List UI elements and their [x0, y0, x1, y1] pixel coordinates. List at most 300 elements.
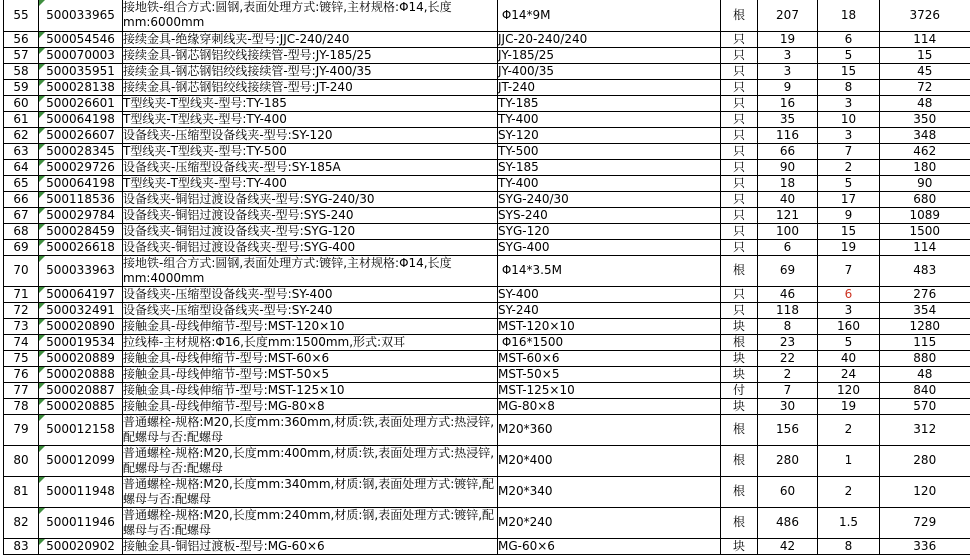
cell-qty-a[interactable] [758, 223, 818, 239]
cell-model[interactable] [498, 445, 721, 476]
cell-qty-b[interactable] [818, 127, 880, 143]
cell-qty-c[interactable] [880, 414, 970, 445]
cell-qty-a-text: 23 [779, 334, 796, 349]
cell-qty-c[interactable] [880, 223, 970, 239]
cell-material-code[interactable] [39, 143, 123, 159]
cell-qty-a[interactable] [758, 398, 818, 414]
cell-description[interactable] [123, 476, 498, 507]
cell-row-number[interactable] [4, 398, 39, 414]
cell-row-number[interactable] [4, 334, 39, 350]
material-code-text: 500012158 [46, 422, 115, 436]
cell-material-code[interactable] [39, 127, 123, 143]
cell-model[interactable] [498, 476, 721, 507]
cell-material-code[interactable] [39, 350, 123, 366]
cell-qty-a[interactable] [758, 143, 818, 159]
material-code-text: 500020890 [46, 318, 115, 333]
cell-material-code[interactable] [39, 318, 123, 334]
cell-qty-b-text: 17 [840, 191, 857, 206]
cell-model-text: SYG-240/30 [498, 191, 569, 206]
cell-material-code[interactable] [39, 223, 123, 239]
cell-qty-a[interactable] [758, 382, 818, 398]
cell-qty-b-text: 19 [840, 398, 857, 413]
cell-row-number[interactable] [4, 239, 39, 255]
cell-description[interactable] [123, 95, 498, 111]
cell-unit[interactable] [721, 350, 758, 366]
cell-qty-b[interactable] [818, 414, 880, 445]
cell-qty-a[interactable] [758, 207, 818, 223]
cell-qty-b[interactable] [818, 318, 880, 334]
cell-material-code[interactable] [39, 63, 123, 79]
cell-unit[interactable] [721, 0, 758, 31]
cell-model[interactable] [498, 334, 721, 350]
cell-qty-a[interactable] [758, 175, 818, 191]
cell-unit[interactable] [721, 175, 758, 191]
cell-material-code[interactable] [39, 302, 123, 318]
cell-qty-c[interactable] [880, 47, 970, 63]
cell-material-code[interactable] [39, 159, 123, 175]
cell-model[interactable] [498, 286, 721, 302]
cell-row-number-text: 60 [13, 95, 29, 110]
cell-description-text: 拉线棒-主材规格:Φ16,长度mm:1500mm,形式:双耳 [123, 334, 406, 349]
cell-description[interactable] [123, 47, 498, 63]
cell-description-text: T型线夹-T型线夹-型号:TY-500 [123, 143, 287, 158]
green-triangle-icon [39, 240, 45, 246]
cell-row-number[interactable] [4, 255, 39, 286]
cell-qty-c[interactable] [880, 143, 970, 159]
cell-model-text: M20*340 [498, 484, 553, 498]
cell-description[interactable] [123, 334, 498, 350]
cell-model[interactable] [498, 159, 721, 175]
cell-qty-a-text: 69 [779, 263, 796, 277]
cell-row-number-text: 80 [13, 453, 29, 467]
cell-row-number[interactable] [4, 366, 39, 382]
cell-unit-text: 只 [732, 143, 745, 158]
cell-description[interactable] [123, 318, 498, 334]
cell-qty-a[interactable] [758, 507, 818, 538]
cell-unit[interactable] [721, 286, 758, 302]
cell-row-number-text: 68 [13, 223, 29, 238]
cell-qty-c[interactable] [880, 95, 970, 111]
cell-qty-b[interactable] [818, 476, 880, 507]
cell-qty-a[interactable] [758, 318, 818, 334]
cell-model[interactable] [498, 191, 721, 207]
cell-material-code[interactable] [39, 207, 123, 223]
cell-unit[interactable] [721, 63, 758, 79]
cell-model-text: JY-185/25 [498, 47, 554, 62]
cell-unit[interactable] [721, 191, 758, 207]
cell-model[interactable] [498, 350, 721, 366]
cell-qty-b[interactable] [818, 398, 880, 414]
cell-qty-b[interactable] [818, 350, 880, 366]
cell-qty-c[interactable] [880, 111, 970, 127]
cell-material-code[interactable] [39, 31, 123, 47]
cell-unit[interactable] [721, 366, 758, 382]
cell-qty-a[interactable] [758, 350, 818, 366]
cell-unit[interactable] [721, 143, 758, 159]
cell-row-number[interactable] [4, 31, 39, 47]
cell-qty-a-text: 30 [779, 398, 796, 413]
cell-model[interactable] [498, 31, 721, 47]
cell-qty-a-text: 121 [776, 207, 799, 222]
cell-qty-b[interactable] [818, 111, 880, 127]
cell-description[interactable] [123, 191, 498, 207]
cell-unit[interactable] [721, 239, 758, 255]
cell-row-number[interactable] [4, 286, 39, 302]
cell-qty-c[interactable] [880, 63, 970, 79]
cell-description[interactable] [123, 445, 498, 476]
cell-row-number[interactable] [4, 207, 39, 223]
cell-description[interactable] [123, 175, 498, 191]
cell-model[interactable] [498, 255, 721, 286]
cell-description[interactable] [123, 111, 498, 127]
material-code-text: 500020889 [46, 350, 115, 365]
cell-qty-a[interactable] [758, 538, 818, 554]
cell-unit[interactable] [721, 507, 758, 538]
cell-qty-b[interactable] [818, 239, 880, 255]
cell-row-number-text: 63 [13, 143, 29, 158]
cell-qty-b-text: 2 [844, 159, 853, 174]
cell-row-number[interactable] [4, 127, 39, 143]
cell-row-number-text: 56 [13, 31, 29, 46]
cell-model[interactable] [498, 79, 721, 95]
cell-qty-c[interactable] [880, 207, 970, 223]
cell-unit[interactable] [721, 255, 758, 286]
cell-model-text: MST-60×6 [498, 350, 560, 365]
cell-model[interactable] [498, 223, 721, 239]
cell-qty-a-text: 60 [779, 484, 796, 498]
cell-qty-b[interactable] [818, 159, 880, 175]
cell-description[interactable] [123, 302, 498, 318]
cell-row-number[interactable] [4, 159, 39, 175]
cell-material-code[interactable] [39, 47, 123, 63]
cell-qty-c[interactable] [880, 286, 970, 302]
cell-unit[interactable] [721, 31, 758, 47]
cell-qty-a[interactable] [758, 286, 818, 302]
cell-qty-a[interactable] [758, 476, 818, 507]
cell-unit[interactable] [721, 318, 758, 334]
cell-qty-a[interactable] [758, 414, 818, 445]
cell-qty-c-text: 840 [913, 382, 937, 397]
cell-model[interactable] [498, 366, 721, 382]
cell-qty-b-text: 24 [840, 366, 857, 381]
cell-material-code[interactable] [39, 476, 123, 507]
cell-row-number-text: 70 [13, 263, 29, 277]
cell-qty-c-text: 115 [913, 334, 937, 349]
cell-qty-a[interactable] [758, 445, 818, 476]
table-row [4, 31, 970, 47]
cell-model[interactable] [498, 507, 721, 538]
cell-description[interactable] [123, 159, 498, 175]
cell-description[interactable] [123, 143, 498, 159]
cell-description-text: 设备线夹-压缩型设备线夹-型号:SY-185A [123, 159, 341, 174]
cell-model[interactable] [498, 143, 721, 159]
cell-description[interactable] [123, 350, 498, 366]
cell-qty-c[interactable] [880, 159, 970, 175]
cell-material-code[interactable] [39, 366, 123, 382]
cell-qty-c[interactable] [880, 318, 970, 334]
cell-unit[interactable] [721, 445, 758, 476]
cell-material-code[interactable] [39, 111, 123, 127]
cell-qty-a-text: 42 [779, 538, 796, 553]
cell-description[interactable] [123, 127, 498, 143]
cell-description[interactable] [123, 31, 498, 47]
cell-qty-b-text: 9 [844, 207, 853, 222]
cell-qty-b[interactable] [818, 286, 880, 302]
cell-qty-b[interactable] [818, 63, 880, 79]
cell-row-number[interactable] [4, 143, 39, 159]
cell-model[interactable] [498, 302, 721, 318]
cell-material-code[interactable] [39, 382, 123, 398]
cell-model[interactable] [498, 95, 721, 111]
cell-material-code[interactable] [39, 0, 123, 31]
cell-description[interactable] [123, 398, 498, 414]
cell-unit[interactable] [721, 127, 758, 143]
cell-model[interactable] [498, 111, 721, 127]
cell-row-number[interactable] [4, 476, 39, 507]
cell-row-number[interactable] [4, 95, 39, 111]
cell-material-code[interactable] [39, 175, 123, 191]
cell-unit[interactable] [721, 159, 758, 175]
cell-material-code[interactable] [39, 334, 123, 350]
cell-qty-b[interactable] [818, 31, 880, 47]
cell-qty-b[interactable] [818, 382, 880, 398]
cell-unit[interactable] [721, 476, 758, 507]
cell-model[interactable] [498, 538, 721, 554]
cell-description[interactable] [123, 382, 498, 398]
cell-qty-a[interactable] [758, 79, 818, 95]
cell-description[interactable] [123, 0, 498, 31]
cell-unit[interactable] [721, 223, 758, 239]
cell-qty-b[interactable] [818, 302, 880, 318]
cell-material-code[interactable] [39, 286, 123, 302]
cell-model[interactable] [498, 239, 721, 255]
cell-description-text: T型线夹-T型线夹-型号:TY-400 [123, 175, 287, 190]
cell-row-number[interactable] [4, 382, 39, 398]
cell-qty-c[interactable] [880, 127, 970, 143]
cell-unit[interactable] [721, 207, 758, 223]
cell-model[interactable] [498, 318, 721, 334]
cell-unit[interactable] [721, 302, 758, 318]
cell-description[interactable] [123, 207, 498, 223]
cell-qty-a[interactable] [758, 239, 818, 255]
cell-qty-c[interactable] [880, 398, 970, 414]
cell-qty-a[interactable] [758, 0, 818, 31]
table-row [4, 302, 970, 318]
green-triangle-icon [39, 208, 45, 214]
cell-unit[interactable] [721, 47, 758, 63]
cell-model[interactable] [498, 382, 721, 398]
cell-qty-a[interactable] [758, 302, 818, 318]
cell-description-text: 设备线夹-压缩型设备线夹-型号:SY-120 [123, 127, 333, 142]
cell-qty-c[interactable] [880, 507, 970, 538]
green-triangle-icon [39, 224, 45, 230]
cell-qty-a-text: 116 [776, 127, 799, 142]
cell-qty-a[interactable] [758, 159, 818, 175]
cell-row-number[interactable] [4, 111, 39, 127]
cell-model-text: MG-60×6 [498, 538, 555, 553]
cell-material-code[interactable] [39, 255, 123, 286]
cell-qty-b[interactable] [818, 0, 880, 31]
cell-description[interactable] [123, 286, 498, 302]
cell-qty-a[interactable] [758, 95, 818, 111]
cell-qty-c[interactable] [880, 382, 970, 398]
cell-qty-c[interactable] [880, 445, 970, 476]
cell-row-number[interactable] [4, 445, 39, 476]
cell-qty-c-text: 48 [917, 95, 933, 110]
cell-material-code[interactable] [39, 239, 123, 255]
cell-description[interactable] [123, 79, 498, 95]
table-row [4, 286, 970, 302]
cell-qty-a[interactable] [758, 255, 818, 286]
cell-row-number[interactable] [4, 191, 39, 207]
cell-unit[interactable] [721, 334, 758, 350]
cell-qty-b-text: 2 [844, 484, 853, 498]
cell-qty-c[interactable] [880, 538, 970, 554]
cell-qty-b-text: 6 [844, 31, 853, 46]
cell-qty-c[interactable] [880, 366, 970, 382]
cell-qty-b[interactable] [818, 143, 880, 159]
cell-row-number[interactable] [4, 507, 39, 538]
cell-unit[interactable] [721, 382, 758, 398]
cell-qty-a[interactable] [758, 47, 818, 63]
green-triangle-icon [39, 319, 45, 325]
cell-material-code[interactable] [39, 507, 123, 538]
cell-material-code[interactable] [39, 95, 123, 111]
cell-qty-a[interactable] [758, 366, 818, 382]
material-code-text: 500033965 [46, 7, 115, 22]
cell-material-code[interactable] [39, 414, 123, 445]
cell-row-number[interactable] [4, 0, 39, 31]
cell-unit-text: 块 [732, 318, 745, 333]
cell-model[interactable] [498, 127, 721, 143]
cell-material-code[interactable] [39, 398, 123, 414]
cell-row-number-text: 55 [13, 7, 29, 22]
table-row [4, 255, 970, 286]
cell-qty-b[interactable] [818, 538, 880, 554]
cell-qty-a-text: 486 [776, 515, 799, 529]
cell-qty-b-text: 1.5 [838, 515, 859, 529]
cell-qty-b[interactable] [818, 207, 880, 223]
table-row [4, 159, 970, 175]
cell-row-number-text: 78 [13, 398, 29, 413]
cell-qty-a[interactable] [758, 191, 818, 207]
cell-qty-c[interactable] [880, 79, 970, 95]
cell-material-code[interactable] [39, 79, 123, 95]
cell-qty-c[interactable] [880, 334, 970, 350]
cell-qty-b[interactable] [818, 507, 880, 538]
cell-qty-b[interactable] [818, 334, 880, 350]
cell-description[interactable] [123, 507, 498, 538]
green-triangle-icon [39, 303, 45, 309]
cell-row-number-text: 83 [13, 538, 29, 553]
cell-qty-c[interactable] [880, 350, 970, 366]
cell-qty-c[interactable] [880, 239, 970, 255]
cell-qty-b[interactable] [818, 255, 880, 286]
cell-material-code[interactable] [39, 445, 123, 476]
cell-row-number[interactable] [4, 318, 39, 334]
cell-unit[interactable] [721, 538, 758, 554]
cell-material-code[interactable] [39, 538, 123, 554]
cell-description[interactable] [123, 538, 498, 554]
cell-description[interactable] [123, 239, 498, 255]
cell-description-text: 普通螺栓-规格:M20,长度mm:360mm,材质:铁,表面处理方式:热浸锌,配螺母与否:配螺母 [123, 414, 495, 444]
table-row [4, 445, 970, 476]
cell-material-code[interactable] [39, 191, 123, 207]
cell-model[interactable] [498, 175, 721, 191]
cell-qty-b[interactable] [818, 223, 880, 239]
cell-model[interactable] [498, 414, 721, 445]
cell-qty-a[interactable] [758, 127, 818, 143]
cell-model[interactable] [498, 47, 721, 63]
cell-qty-a[interactable] [758, 111, 818, 127]
cell-qty-b[interactable] [818, 366, 880, 382]
cell-qty-a[interactable] [758, 31, 818, 47]
cell-unit[interactable] [721, 398, 758, 414]
cell-qty-b-text: 3 [844, 127, 853, 142]
cell-unit[interactable] [721, 414, 758, 445]
cell-qty-b[interactable] [818, 175, 880, 191]
cell-qty-c[interactable] [880, 175, 970, 191]
cell-qty-c[interactable] [880, 31, 970, 47]
cell-qty-c[interactable] [880, 255, 970, 286]
cell-qty-c[interactable] [880, 0, 970, 31]
cell-row-number[interactable] [4, 79, 39, 95]
green-triangle-icon [39, 335, 45, 341]
cell-model[interactable] [498, 398, 721, 414]
cell-qty-a-text: 18 [779, 175, 796, 190]
table-row [4, 318, 970, 334]
cell-unit[interactable] [721, 95, 758, 111]
cell-description[interactable] [123, 223, 498, 239]
cell-description[interactable] [123, 255, 498, 286]
cell-description[interactable] [123, 366, 498, 382]
cell-qty-b[interactable] [818, 79, 880, 95]
cell-row-number[interactable] [4, 63, 39, 79]
cell-description[interactable] [123, 63, 498, 79]
cell-qty-c[interactable] [880, 191, 970, 207]
table-row [4, 207, 970, 223]
cell-qty-b[interactable] [818, 47, 880, 63]
material-code-text: 500064198 [46, 175, 115, 190]
green-triangle-icon [39, 367, 45, 373]
cell-qty-b[interactable] [818, 445, 880, 476]
cell-row-number[interactable] [4, 47, 39, 63]
cell-qty-b[interactable] [818, 191, 880, 207]
cell-qty-c[interactable] [880, 476, 970, 507]
cell-qty-c[interactable] [880, 302, 970, 318]
cell-qty-a[interactable] [758, 334, 818, 350]
cell-model[interactable] [498, 63, 721, 79]
cell-model[interactable] [498, 207, 721, 223]
cell-qty-a[interactable] [758, 63, 818, 79]
cell-qty-a-text: 207 [776, 7, 799, 22]
cell-unit[interactable] [721, 79, 758, 95]
cell-qty-c-text: 276 [913, 286, 937, 301]
cell-qty-b[interactable] [818, 95, 880, 111]
cell-description[interactable] [123, 414, 498, 445]
cell-row-number[interactable] [4, 538, 39, 554]
cell-row-number[interactable] [4, 414, 39, 445]
cell-unit[interactable] [721, 111, 758, 127]
cell-row-number[interactable] [4, 302, 39, 318]
cell-model[interactable] [498, 0, 721, 31]
cell-unit-text: 只 [732, 239, 745, 254]
cell-model-text: SY-185 [498, 159, 539, 174]
cell-row-number[interactable] [4, 175, 39, 191]
material-code-text: 500028138 [46, 79, 115, 94]
cell-row-number[interactable] [4, 223, 39, 239]
cell-row-number[interactable] [4, 350, 39, 366]
